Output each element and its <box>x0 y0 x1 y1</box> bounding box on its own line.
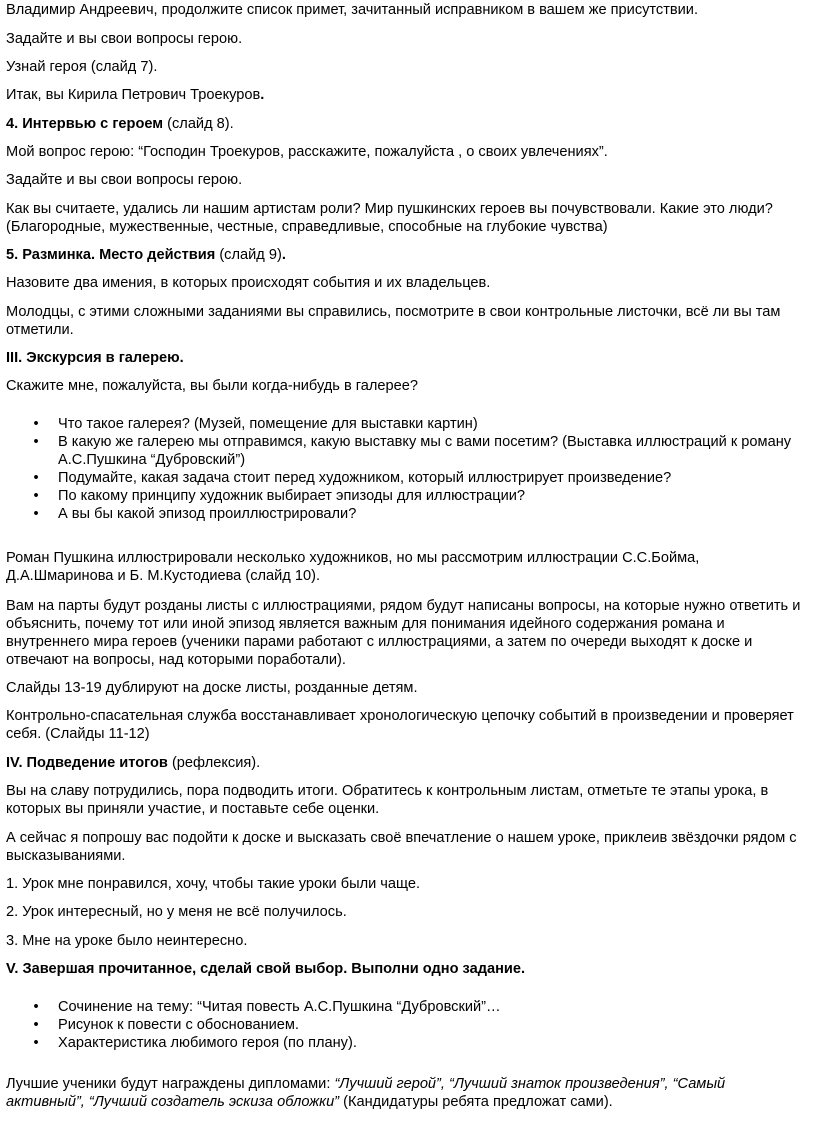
paragraph-actors-roles: Как вы считаете, удались ли нашим артистам роли? Мир пушкинских героев вы почувствовали. Какие это люди? (Благородные, мужественные, честные, справедливые, способные на глубокие чувства) <box>6 201 773 235</box>
paragraph-slides-13-19: Слайды 13-19 дублируют на доске листы, розданные детям. <box>6 680 418 696</box>
list-item: • Характеристика любимого героя (по плану). <box>6 1034 806 1052</box>
diplomas-titles: “Лучший герой”, “Лучший знаток произведения”, “Самый активный”, “Лучший создатель эскиза обложки” <box>6 1076 726 1110</box>
paragraph-signs-request: Владимир Андреевич, продолжите список примет, зачитанный исправником в вашем же присутствии. <box>6 2 699 18</box>
diplomas-note: (Кандидатуры ребята предложат сами). <box>339 1094 613 1110</box>
paragraph-gallery-question: Скажите мне, пожалуйста, вы были когда-нибудь в галерее? <box>6 378 418 394</box>
paragraph-stars: А сейчас я попрошу вас подойти к доске и высказать своё впечатление о нашем уроке, приклеив звёздочки рядом с высказываниями. <box>6 830 797 864</box>
paragraph-rescue-service: Контрольно-спасательная служба восстанавливает хронологическую цепочку событий в произведении и проверяет себя. (Слайды 11-12) <box>6 708 794 742</box>
troekurov-text: Итак, вы Кирила Петрович Троекуров <box>6 87 261 103</box>
warmup-slide: (слайд 9) <box>215 247 282 263</box>
paragraph-ask-questions: Задайте и вы свои вопросы герою. <box>6 31 243 47</box>
list-item: • Рисунок к повести с обоснованием. <box>6 1016 806 1034</box>
diplomas-intro: Лучшие ученики будут награждены дипломами: <box>6 1076 335 1092</box>
bullet-icon: • <box>33 416 39 432</box>
list-item: • А вы бы какой эпизод проиллюстрировали? <box>6 505 806 523</box>
section-heading-summary <box>6 754 806 772</box>
paragraph-illustrators: Роман Пушкина иллюстрировали несколько художников, но мы рассмотрим иллюстрации С.С.Бойма, Д.А.Шмаринова и Б. М.Кустодиева (слайд 10). <box>6 550 700 584</box>
bullet-icon: • <box>33 488 39 504</box>
warmup-heading: 5. Разминка. Место действия <box>6 247 216 263</box>
paragraph-option-3: 3. Мне на уроке было неинтересно. <box>6 933 248 949</box>
paragraph-well-done: Молодцы, с этими сложными заданиями вы справились, посмотрите в свои контрольные листочки, всё ли вы там отметили. <box>6 304 781 338</box>
bullet-icon: • <box>33 506 39 522</box>
interview-slide: (слайд 8). <box>163 116 234 132</box>
interview-heading: 4. Интервью с героем <box>6 116 164 132</box>
list-item: • В какую же галерею мы отправимся, какую выставку мы с вами посетим? (Выставка иллюстраций к роману А.С.Пушкина “Дубровский”) <box>6 433 806 469</box>
bullet-icon: • <box>33 999 39 1015</box>
list-item: • По какому принципу художник выбирает эпизоды для иллюстрации? <box>6 487 806 505</box>
paragraph-option-2: 2. Урок интересный, но у меня не всё получилось. <box>6 904 347 920</box>
warmup-period: . <box>281 247 286 263</box>
list-item: • Сочинение на тему: “Читая повесть А.С.Пушкина “Дубровский”… <box>6 998 806 1016</box>
troekurov-period: . <box>260 87 265 103</box>
list-item: • Что такое галерея? (Музей, помещение для выставки картин) <box>6 415 806 433</box>
summary-reflection: (рефлексия). <box>167 755 261 771</box>
bullet-icon: • <box>33 1017 39 1033</box>
paragraph-guess-hero: Узнай героя (слайд 7). <box>6 59 158 75</box>
paragraph-ask-questions-2: Задайте и вы свои вопросы герою. <box>6 172 243 188</box>
bullet-icon: • <box>33 434 39 450</box>
summary-heading: IV. Подведение итогов <box>6 755 168 771</box>
section-heading-gallery: III. Экскурсия в галерею. <box>6 350 184 366</box>
section-heading-choice: V. Завершая прочитанное, сделай свой выбор. Выполни одно задание. <box>6 961 526 977</box>
section-heading-interview <box>6 115 806 133</box>
paragraph-estates: Назовите два имения, в которых происходят события и их владельцев. <box>6 275 491 291</box>
paragraph-worksheets: Вам на парты будут розданы листы с иллюстрациями, рядом будут написаны вопросы, на которые нужно ответить и объяснить, почему тот или иной эпизод является важным для понимания идейного содержания романа и внутреннего мира героев (ученики парами работают с иллюстрациями, а затем по очереди выходят к доске и отвечают на вопросы, над которыми поработали). <box>6 598 801 668</box>
paragraph-summing-up: Вы на славу потрудились, пора подводить итоги. Обратитесь к контрольным листам, отметьте те этапы урока, в которых вы приняли участие, и поставьте себе оценки. <box>6 783 769 817</box>
paragraph-my-question: Мой вопрос герою: “Господин Троекуров, расскажите, пожалуйста , о своих увлечениях”. <box>6 144 608 160</box>
section-heading-warmup <box>6 246 806 264</box>
tasks-list <box>6 998 806 1052</box>
gallery-questions-list <box>6 415 806 523</box>
paragraph-option-1: 1. Урок мне понравился, хочу, чтобы такие уроки были чаще. <box>6 876 421 892</box>
paragraph-diplomas <box>6 1075 806 1111</box>
bullet-icon: • <box>33 470 39 486</box>
paragraph-troekurov <box>6 86 806 104</box>
list-item: • Подумайте, какая задача стоит перед художником, который иллюстрирует произведение? <box>6 469 806 487</box>
bullet-icon: • <box>33 1035 39 1051</box>
